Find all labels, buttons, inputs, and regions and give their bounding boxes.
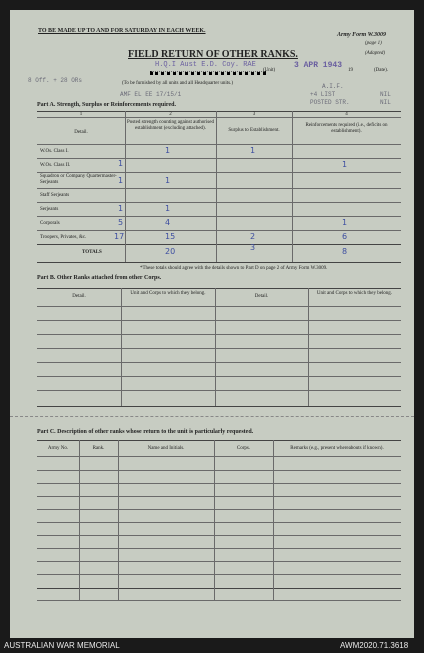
troopers-reinf: 6 <box>342 232 348 241</box>
part-a-footnote: *These totals should agree with the details shown to Part D on page 2 of Army Form W.3009. <box>140 266 328 271</box>
row-label-corporals: Corporals <box>40 221 60 226</box>
unit-label: (Unit) <box>263 68 276 73</box>
col-num-1: 1 <box>79 112 83 117</box>
row-label-wo2: W.Os. Class II. <box>40 163 71 168</box>
part-b-header-detail-1: Detail. <box>72 294 86 299</box>
date-label: (Date). <box>374 68 389 73</box>
typed-list: +4 LIST <box>310 91 336 98</box>
part-c-header-corps: Corps. <box>236 446 251 451</box>
total-reinf: 8 <box>342 247 348 256</box>
fold-line <box>10 416 414 417</box>
corporals-left-note: 5 <box>118 218 124 227</box>
col-num-3: 3 <box>252 112 256 117</box>
troopers-left-note: 17 <box>114 232 125 241</box>
furnish-note: (To be furnished by all units and all Headquarter units.) <box>122 81 234 86</box>
wo1-posted: 1 <box>165 146 171 155</box>
troopers-surplus: 2 <box>250 232 256 241</box>
row-label-cqms: Squadron or Company Quartermaster-Serjeants <box>40 174 117 185</box>
typed-unit: A.I.F. <box>322 83 344 90</box>
total-posted: 20 <box>165 247 176 256</box>
header-posted-strength: Posted strength counting against authorised establishment (excluding attached). <box>127 120 214 131</box>
part-c-header-army-no: Army No. <box>47 446 69 451</box>
form-title: FIELD RETURN OF OTHER RANKS. <box>128 49 298 60</box>
part-a-title: Part A. Strength, Surplus or Reinforcements required. <box>37 102 176 108</box>
typed-strength: 8 Off. + 28 ORs <box>28 77 83 84</box>
wo2-reinf: 1 <box>342 160 348 169</box>
serjeants-posted: 1 <box>165 204 171 213</box>
row-label-staff-serjeants: Staff Serjeants <box>40 193 70 198</box>
unit-stamp: H.Q.I Aust E.D. Coy. RAE <box>155 61 256 69</box>
row-label-serjeants: Serjeants <box>40 207 59 212</box>
wo2-left-note: 1 <box>118 159 124 168</box>
footer-accession: AWM2020.71.3618 <box>340 641 409 650</box>
col-num-2: 2 <box>169 112 172 117</box>
unit-dotted-line <box>150 71 266 75</box>
date-stamp: 3 APR 1943 <box>294 61 343 70</box>
part-b-header-unit-1: Unit and Corps to which they belong. <box>130 291 206 296</box>
header-detail: Detail. <box>74 130 88 135</box>
typed-posted-value: NIL <box>380 99 391 106</box>
footer-source: AUSTRALIAN WAR MEMORIAL <box>4 641 120 650</box>
cqms-left-note: 1 <box>118 176 124 185</box>
part-c-header-name: Name and Initials. <box>147 446 185 451</box>
troopers-posted: 15 <box>165 232 176 241</box>
totals-label: TOTALS <box>82 250 102 255</box>
corporals-posted: 4 <box>165 218 171 227</box>
corporals-reinf: 1 <box>342 218 348 227</box>
footer-bar <box>0 639 424 653</box>
part-b-header-detail-2: Detail. <box>254 294 269 299</box>
part-c-title: Part C. Description of other ranks whose return to the unit is particularly requested. <box>37 429 254 435</box>
part-b-title: Part B. Other Ranks attached from other Corps. <box>37 275 162 281</box>
serjeants-left-note: 1 <box>118 204 124 213</box>
row-label-troopers: Troopers, Privates, &c. <box>40 235 87 240</box>
typed-reference: AMF EL EE 17/15/1 <box>120 91 182 98</box>
typed-list-value: NIL <box>380 91 391 98</box>
top-note: TO BE MADE UP TO AND FOR SATURDAY IN EACH WEEK. <box>38 28 206 34</box>
total-surplus: 3 <box>250 243 256 252</box>
typed-posted-str: POSTED STR. <box>310 99 350 106</box>
date-year: 19 <box>348 68 353 73</box>
form-sheet <box>10 10 414 638</box>
page-note: (page 1) <box>365 41 382 46</box>
part-b-header-unit-2: Unit and Corps to which they belong. <box>316 291 393 296</box>
part-c-header-remarks: Remarks (e.g., present whereabouts if known). <box>290 446 384 451</box>
row-label-wo1: W.Os. Class I. <box>40 149 69 154</box>
adapted-note: (Adapted) <box>365 51 385 56</box>
wo1-surplus: 1 <box>250 146 256 155</box>
cqms-posted: 1 <box>165 176 171 185</box>
part-c-header-rank: Rank. <box>92 446 105 451</box>
col-num-4: 4 <box>345 112 348 117</box>
header-surplus: Surplus to Establishment. <box>228 128 280 133</box>
form-number: Army Form W.3009 <box>337 32 386 38</box>
header-reinforcements: Reinforcements required (i.e., deficits on establishment). <box>305 123 388 134</box>
